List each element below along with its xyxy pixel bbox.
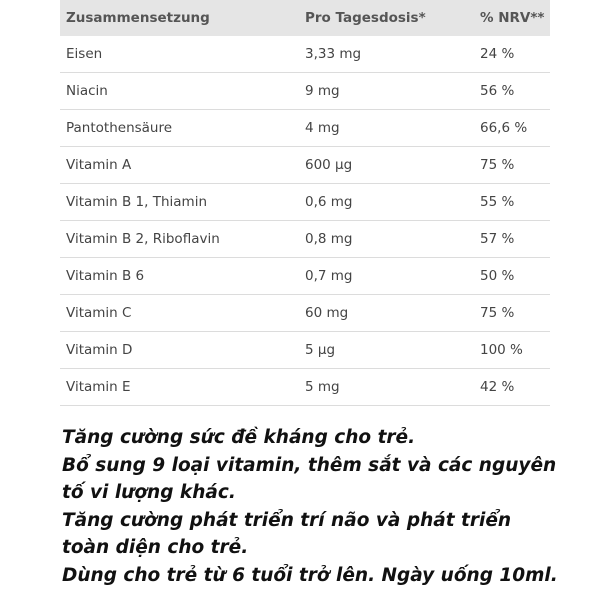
note-line: Tăng cường sức đề kháng cho trẻ. [62,427,416,448]
nutrient-name: Vitamin B 6 [66,268,145,284]
table-row [60,147,550,184]
nutrient-name: Pantothensäure [66,120,173,136]
table-row [60,36,550,73]
dose-value: 0,6 mg [305,194,353,210]
dose-value: 5 µg [305,342,336,358]
table-row [60,332,550,369]
dose-value: 60 mg [305,305,349,321]
dose-value: 0,7 mg [305,268,353,284]
nutrient-name: Vitamin E [66,379,131,395]
nutrition-table [60,0,550,406]
nutrient-name: Vitamin A [66,157,132,173]
nutrient-name: Vitamin C [66,305,132,321]
table-row [60,110,550,147]
note-line: tố vi lượng khác. [62,482,236,504]
nrv-value: 55 % [480,194,515,210]
nrv-value: 24 % [480,46,515,62]
table-row [60,258,550,295]
nrv-value: 57 % [480,231,515,247]
header-nrv: % NRV** [480,10,545,26]
header-composition: Zusammensetzung [66,10,210,26]
note-line: Dùng cho trẻ từ 6 tuổi trở lên. Ngày uống 10ml. [62,564,558,586]
nutrient-name: Niacin [66,83,108,99]
table-row [60,73,550,110]
dose-value: 4 mg [305,120,340,136]
note-line: Tăng cường phát triển trí não và phát triển [62,509,512,531]
table-row [60,221,550,258]
nutrient-name: Vitamin B 1, Thiamin [66,194,208,210]
product-notes [62,424,558,590]
note-line: Bổ sung 9 loại vitamin, thêm sắt và các nguyên [62,454,557,476]
nrv-value: 42 % [480,379,515,395]
table-header [60,0,550,36]
dose-value: 3,33 mg [305,46,362,62]
dose-value: 9 mg [305,83,340,99]
dose-value: 5 mg [305,379,340,395]
nrv-value: 56 % [480,83,515,99]
nutrient-name: Vitamin D [66,342,133,358]
table-row [60,369,550,406]
header-daily-dose: Pro Tagesdosis* [305,10,426,26]
nrv-value: 100 % [480,342,523,358]
table-row [60,295,550,332]
note-line: toàn diện cho trẻ. [62,537,249,559]
table-row [60,184,550,221]
dose-value: 600 µg [305,157,353,173]
nutrient-name: Eisen [66,46,103,62]
nrv-value: 66,6 % [480,120,528,136]
nrv-value: 75 % [480,305,515,321]
dose-value: 0,8 mg [305,231,353,247]
nrv-value: 50 % [480,268,515,284]
nutrient-name: Vitamin B 2, Riboflavin [66,231,220,247]
nrv-value: 75 % [480,157,515,173]
